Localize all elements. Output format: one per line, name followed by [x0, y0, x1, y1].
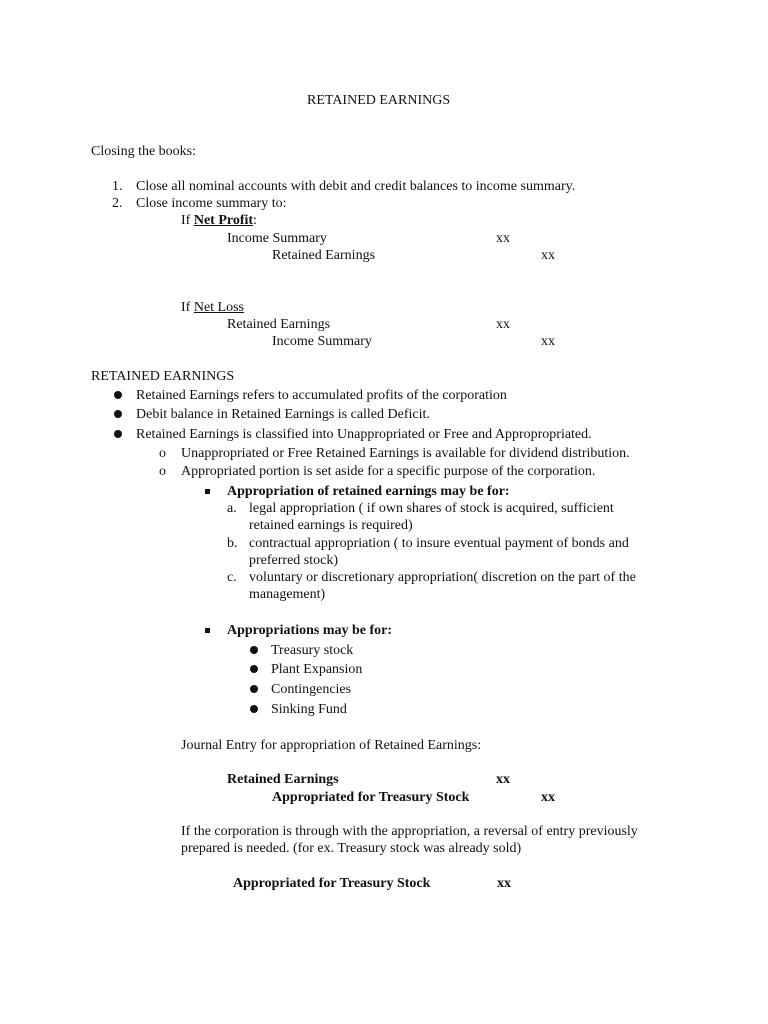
bullet-icon	[114, 391, 122, 399]
circle-bullet-icon: o	[159, 446, 166, 461]
if-label: If	[181, 300, 191, 315]
journal-debit-account: Retained Earnings	[227, 317, 331, 332]
bullet-text: Retained Earnings is classified into Unappropriated or Free and Appropropriated.	[136, 427, 592, 442]
list-letter: c.	[227, 570, 237, 585]
circle-bullet-icon: o	[159, 464, 166, 479]
bullet-text: Debit balance in Retained Earnings is called Deficit.	[136, 407, 430, 422]
list-item: Sinking Fund	[271, 702, 347, 717]
closing-heading: Closing the books:	[91, 144, 197, 159]
reversal-text-continued: prepared is needed. (for ex. Treasury stock was already sold)	[181, 841, 522, 856]
journal-intro: Journal Entry for appropriation of Retained Earnings:	[181, 738, 482, 753]
bullet-icon	[114, 410, 122, 418]
credit-amount: xx	[541, 248, 555, 263]
reversal-debit-account: Appropriated for Treasury Stock	[233, 876, 431, 891]
reversal-text: If the corporation is through with the appropriation, a reversal of entry previously	[181, 824, 638, 839]
credit-amount: xx	[541, 790, 555, 805]
journal-debit-account: Income Summary	[227, 231, 327, 246]
colon: :	[253, 213, 257, 228]
step-text: Close all nominal accounts with debit and credit balances to income summary.	[136, 179, 576, 194]
journal-debit-account: Retained Earnings	[227, 772, 339, 787]
list-item: Contingencies	[271, 682, 352, 697]
page-title: RETAINED EARNINGS	[307, 93, 451, 108]
sub-bullet-text: Unappropriated or Free Retained Earnings is available for dividend distribution.	[181, 446, 630, 461]
list-item: legal appropriation ( if own shares of stock is acquired, sufficient	[249, 501, 614, 516]
net-loss-label: Net Loss	[193, 300, 244, 315]
list-item: Treasury stock	[271, 643, 354, 658]
journal-credit-account: Retained Earnings	[272, 248, 376, 263]
appropriation-heading: Appropriation of retained earnings may be for:	[227, 484, 510, 499]
appropriations-heading: Appropriations may be for:	[227, 623, 393, 638]
bullet-icon	[250, 665, 258, 673]
net-loss-case	[181, 299, 244, 316]
list-item: voluntary or discretionary appropriation( discretion on the part of the	[249, 570, 636, 585]
square-bullet-icon	[205, 628, 210, 633]
list-item-continued: preferred stock)	[249, 553, 339, 568]
list-letter: b.	[227, 536, 238, 551]
bullet-icon	[250, 705, 258, 713]
list-item-continued: management)	[249, 587, 326, 602]
list-letter: a.	[227, 501, 237, 516]
debit-amount: xx	[496, 772, 510, 787]
debit-amount: xx	[496, 317, 510, 332]
debit-amount: xx	[497, 876, 511, 891]
step-number: 2.	[112, 196, 123, 211]
step-text: Close income summary to:	[136, 196, 287, 211]
bullet-icon	[114, 430, 122, 438]
sub-bullet-text: Appropriated portion is set aside for a specific purpose of the corporation.	[181, 464, 596, 479]
list-item: Plant Expansion	[271, 662, 363, 677]
section-heading: RETAINED EARNINGS	[91, 369, 235, 384]
debit-amount: xx	[496, 231, 510, 246]
net-profit-case	[181, 212, 257, 229]
bullet-icon	[250, 685, 258, 693]
list-item-continued: retained earnings is required)	[249, 518, 413, 533]
journal-credit-account: Income Summary	[272, 334, 372, 349]
if-label: If	[181, 213, 191, 228]
step-number: 1.	[112, 179, 123, 194]
credit-amount: xx	[541, 334, 555, 349]
bullet-icon	[250, 646, 258, 654]
bullet-text: Retained Earnings refers to accumulated profits of the corporation	[136, 388, 507, 403]
journal-credit-account: Appropriated for Treasury Stock	[272, 790, 470, 805]
square-bullet-icon	[205, 489, 210, 494]
net-profit-label: Net Profit	[193, 213, 254, 228]
list-item: contractual appropriation ( to insure eventual payment of bonds and	[249, 536, 629, 551]
